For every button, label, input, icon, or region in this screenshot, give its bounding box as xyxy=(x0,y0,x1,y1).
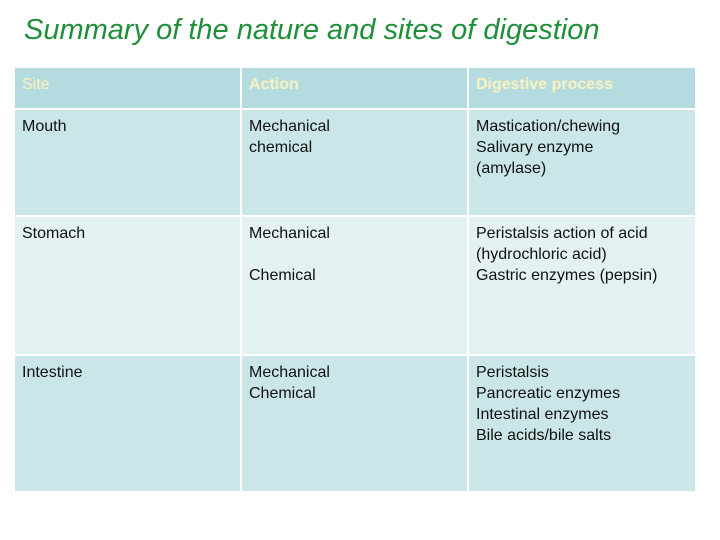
cell-action xyxy=(241,216,468,355)
process-line: Salivary enzyme xyxy=(476,139,594,156)
cell-site: Intestine xyxy=(14,355,241,492)
digestion-table xyxy=(13,66,697,493)
cell-process xyxy=(468,109,696,216)
page-title: Summary of the nature and sites of digestion xyxy=(24,14,600,46)
process-line: Intestinal enzymes xyxy=(476,406,609,423)
action-line: chemical xyxy=(249,139,313,156)
process-line: Pancreatic enzymes xyxy=(476,385,621,402)
process-line: (hydrochloric acid) xyxy=(476,246,607,263)
action-line: Mechanical xyxy=(249,225,330,242)
process-line: Peristalsis xyxy=(476,364,549,381)
cell-action xyxy=(241,109,468,216)
action-line: Mechanical xyxy=(249,118,330,135)
action-line: Chemical xyxy=(249,267,316,284)
process-line: Peristalsis action of acid xyxy=(476,225,648,242)
action-line: Mechanical xyxy=(249,364,330,381)
process-line: Gastric enzymes (pepsin) xyxy=(476,267,658,284)
action-line: Chemical xyxy=(249,385,316,402)
cell-action xyxy=(241,355,468,492)
cell-process xyxy=(468,216,696,355)
header-site: Site xyxy=(14,67,241,109)
blank-line xyxy=(249,244,460,265)
process-line: (amylase) xyxy=(476,160,547,177)
header-digestive-process: Digestive process xyxy=(468,67,696,109)
process-line: Bile acids/bile salts xyxy=(476,427,612,444)
table-row-stomach xyxy=(14,216,696,355)
process-line: Mastication/chewing xyxy=(476,118,621,135)
cell-site: Stomach xyxy=(14,216,241,355)
table-row-intestine xyxy=(14,355,696,492)
cell-process xyxy=(468,355,696,492)
header-action: Action xyxy=(241,67,468,109)
table-row-mouth xyxy=(14,109,696,216)
table-header-row xyxy=(14,67,696,109)
cell-site: Mouth xyxy=(14,109,241,216)
